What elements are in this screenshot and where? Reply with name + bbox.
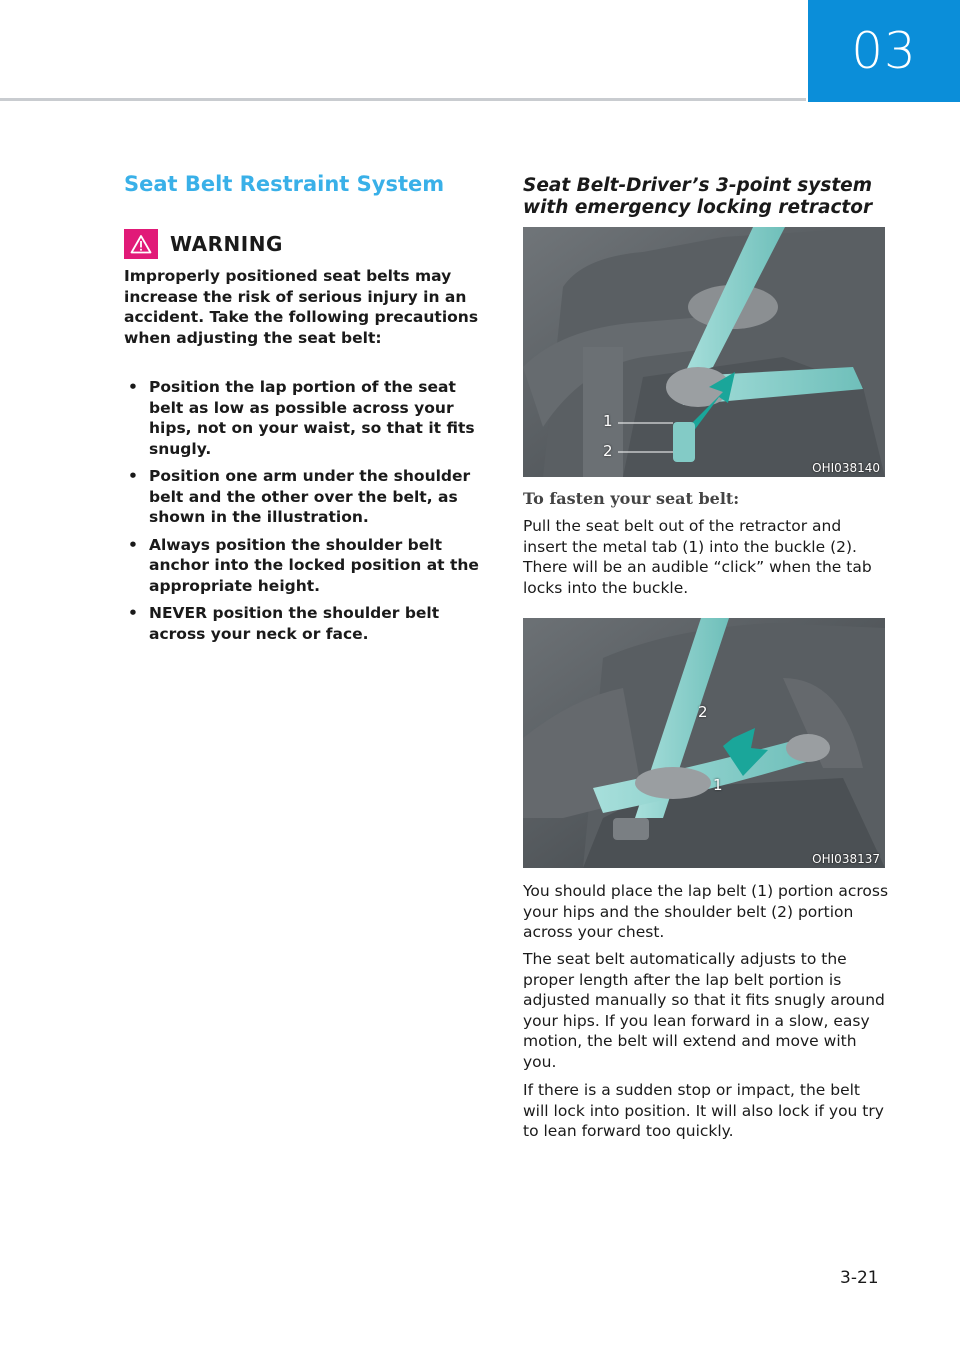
section-title: Seat Belt Restraint System [124, 172, 445, 196]
lap-belt-paragraph: You should place the lap belt (1) portion across your hips and the shoulder belt (2) portion across your chest. [523, 882, 889, 941]
page-number: 3-21 [840, 1268, 879, 1288]
figure-lap-belt [523, 618, 885, 868]
seat-belt-illustration-2 [523, 618, 885, 868]
chapter-number: 03 [851, 22, 917, 80]
fasten-heading: To fasten your seat belt: [523, 489, 740, 508]
list-item: • Position the lap portion of the seat belt as low as possible across your hips, not on your waist, so that it fits snugly. [128, 378, 475, 458]
chapter-tab [808, 0, 960, 102]
header-rule [0, 98, 806, 101]
callout-1: 1 [713, 776, 723, 794]
warning-header [124, 229, 283, 259]
list-item: • NEVER position the shoulder belt across your neck or face. [128, 604, 440, 643]
callout-2: 2 [698, 703, 708, 721]
figure-code: OHI038137 [812, 852, 880, 866]
warning-list [124, 377, 492, 651]
warning-label: WARNING [170, 232, 283, 256]
figure-fasten-belt [523, 227, 885, 477]
seat-belt-illustration-1 [523, 227, 885, 477]
warning-intro: Improperly positioned seat belts may increase the risk of serious injury in an accident. Take the following precautions when adjusting the seat belt: [124, 267, 479, 347]
lock-paragraph: If there is a sudden stop or impact, the belt will lock into position. It will also lock if you try to lean forward too quickly. [523, 1081, 884, 1140]
adjust-paragraph: The seat belt automatically adjusts to the proper length after the lap belt portion is adjusted manually so that it fits snugly around your hips. If you lean forward in a slow, easy motion, the belt will extend and move with you. [523, 950, 885, 1071]
list-item: • Always position the shoulder belt anchor into the locked position at the appropriate height. [128, 535, 479, 595]
list-item: • Position one arm under the shoulder belt and the other over the belt, as shown in the illustration. [128, 467, 471, 526]
figure-code: OHI038140 [812, 461, 880, 475]
warning-triangle-icon [124, 229, 158, 259]
callout-2: 2 [603, 442, 613, 460]
subsection-heading: Seat Belt-Driver’s 3-point system with emergency locking retractor [523, 175, 873, 218]
callout-1: 1 [603, 412, 613, 430]
fasten-paragraph: Pull the seat belt out of the retractor and insert the metal tab (1) into the buckle (2). There will be an audible “click” when the tab locks into the buckle. [523, 517, 872, 597]
